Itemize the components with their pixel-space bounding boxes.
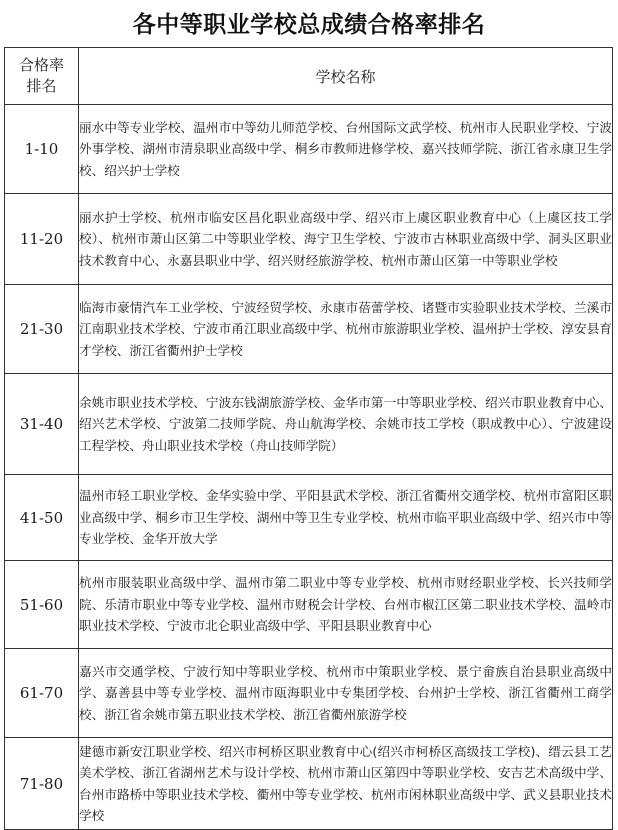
column-header-school: 学校名称 <box>79 48 613 105</box>
table-row <box>5 285 613 374</box>
school-names-cell: 建德市新安江职业学校、绍兴市柯桥区职业教育中心(绍兴市柯桥区高级技工学校)、缙云县工艺美术学校、浙江省湖州艺术与设计学校、杭州市萧山区第四中等职业学校、安吉艺术高级中学、台州市路桥中等职业技术学校、衢州中等专业学校、杭州市闲林职业高级中学、武义县职业技术学校 <box>79 738 613 830</box>
school-names-cell: 温州市轻工职业学校、金华实验中学、平阳县武术学校、浙江省衢州交通学校、杭州市富阳区职业高级中学、桐乡市卫生学校、湖州中等卫生专业学校、杭州市临平职业高级中学、绍兴市中等专业学校、金华开放大学 <box>79 475 613 561</box>
ranking-table <box>4 47 613 830</box>
rank-cell: 31-40 <box>5 374 79 475</box>
table-header-row <box>5 48 613 105</box>
rank-cell: 11-20 <box>5 194 79 285</box>
rank-cell: 1-10 <box>5 105 79 194</box>
table-row <box>5 194 613 285</box>
school-names-cell: 临海市豪情汽车工业学校、宁波经贸学校、永康市蓓蕾学校、诸暨市实验职业技术学校、兰溪市江南职业技术学校、宁波市甬江职业高级中学、杭州市旅游职业学校、温州护士学校、淳安县育才学校、浙江省衢州护士学校 <box>79 285 613 374</box>
rank-cell: 41-50 <box>5 475 79 561</box>
table-row <box>5 738 613 830</box>
school-names-cell: 杭州市服装职业高级中学、温州市第二职业中等专业学校、杭州市财经职业学校、长兴技师学院、乐清市职业中等专业学校、温州市财税会计学校、台州市椒江区第二职业技术学校、温岭市职业技术学校、宁波市北仑职业高级中学、平阳县职业教育中心 <box>79 561 613 649</box>
column-header-rank-line2: 排名 <box>26 77 57 95</box>
rank-cell: 61-70 <box>5 649 79 738</box>
table-row <box>5 475 613 561</box>
table-row <box>5 374 613 475</box>
column-header-rank-line1: 合格率 <box>18 56 64 74</box>
rank-cell: 71-80 <box>5 738 79 830</box>
school-names-cell: 丽水护士学校、杭州市临安区昌化职业高级中学、绍兴市上虞区职业教育中心（上虞区技工学校）、杭州市萧山区第二中等职业学校、海宁卫生学校、宁波市古林职业高级中学、洞头区职业技术教育中心、永嘉县职业中学、绍兴财经旅游学校、杭州市萧山区第一中等职业学校 <box>79 194 613 285</box>
rank-cell: 51-60 <box>5 561 79 649</box>
rank-cell: 21-30 <box>5 285 79 374</box>
school-names-cell: 余姚市职业技术学校、宁波东钱湖旅游学校、金华市第一中等职业学校、绍兴市职业教育中心、绍兴艺术学校、宁波第二技师学院、舟山航海学校、余姚市技工学校（职成教中心）、宁波建设工程学校、舟山职业技术学校（舟山技师学院） <box>79 374 613 475</box>
school-names-cell: 嘉兴市交通学校、宁波行知中等职业学校、杭州市中策职业学校、景宁畲族自治县职业高级中学、嘉善县中等专业学校、温州市瓯海职业中专集团学校、台州护士学校、浙江省衢州工商学校、浙江省余姚市第五职业技术学校、浙江省衢州旅游学校 <box>79 649 613 738</box>
table-row <box>5 649 613 738</box>
column-header-rank <box>5 48 79 105</box>
table-row <box>5 105 613 194</box>
school-names-cell: 丽水中等专业学校、温州市中等幼儿师范学校、台州国际文武学校、杭州市人民职业学校、宁波外事学校、湖州市清泉职业高级中学、桐乡市教师进修学校、嘉兴技师学院、浙江省永康卫生学校、绍兴护士学校 <box>79 105 613 194</box>
table-row <box>5 561 613 649</box>
page-title: 各中等职业学校总成绩合格率排名 <box>132 11 486 38</box>
